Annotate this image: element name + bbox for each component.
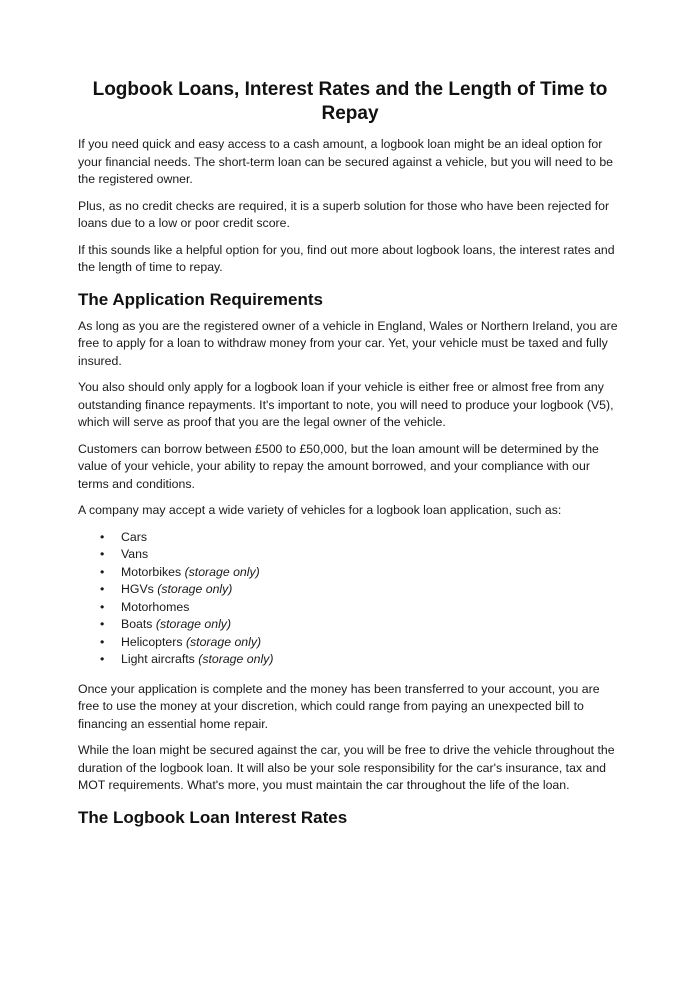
vehicle-note: (storage only)	[185, 634, 262, 649]
vehicle-name: HGVs	[121, 582, 154, 596]
vehicle-note: (storage only)	[155, 617, 232, 631]
intro-paragraph-3: If this sounds like a helpful option for you, find out more about logbook loans, the interest rates and the length of time to repay.	[78, 242, 615, 274]
vehicle-note: (storage only)	[198, 652, 274, 666]
vehicle-name: Motorbikes	[121, 564, 182, 579]
section-heading-application: The Application Requirements	[78, 289, 323, 309]
intro-paragraph-1: If you need quick and easy access to a cash amount, a logbook loan might be an ideal option for your financial needs. The short-term loan can be secured against a vehicle, but you will need to be the registered owner.	[78, 137, 614, 186]
vehicle-name: Vans	[121, 547, 149, 561]
bullet-icon: •	[100, 634, 105, 649]
bullet-icon: •	[100, 652, 105, 666]
list-item	[100, 634, 622, 652]
vehicle-name: Helicopters	[121, 634, 183, 649]
vehicle-note: (storage only)	[184, 564, 260, 579]
closing-paragraph-1: Once your application is complete and the money has been transferred to your account, you are free to use the money at your discretion, which could range from paying an unexpected bill to financing an essential home repair.	[78, 681, 600, 731]
list-item	[100, 651, 622, 669]
bullet-icon: •	[100, 599, 105, 614]
vehicle-name: Cars	[121, 529, 147, 544]
list-item	[100, 616, 622, 634]
list-item	[100, 599, 622, 617]
vehicle-name: Boats	[121, 617, 153, 631]
bullet-icon: •	[100, 547, 105, 561]
vehicle-name: Light aircrafts	[121, 652, 195, 666]
application-paragraph-1: As long as you are the registered owner of a vehicle in England, Wales or Northern Ireland, you are free to apply for a loan to withdraw money from your car. Yet, your vehicle must be taxed and fully insured.	[78, 318, 618, 368]
closing-paragraph-2: While the loan might be secured against the car, you will be free to drive the vehicle throughout the duration of the logbook loan. It will also be your sole responsibility for the car's insurance, tax and MOT requirements. What's more, you must maintain the car throughout the life of the loan.	[78, 743, 615, 792]
intro-paragraph-2: Plus, as no credit checks are required, it is a superb solution for those who have been rejected for loans due to a low or poor credit score.	[78, 198, 610, 230]
application-paragraph-2: You also should only apply for a logbook loan if your vehicle is either free or almost free from any outstanding finance repayments. It's important to note, you will need to produce your logbook (V5), which will serve as proof that you are the legal owner of the vehicle.	[78, 380, 614, 429]
list-item	[100, 546, 622, 564]
vehicle-name: Motorhomes	[121, 599, 190, 614]
application-paragraph-3: Customers can borrow between £500 to £50,000, but the loan amount will be determined by the value of your vehicle, your ability to repay the amount borrowed, and your compliance with our terms and conditions.	[78, 441, 599, 491]
section-heading-interest-rates: The Logbook Loan Interest Rates	[78, 807, 348, 827]
list-item	[100, 564, 622, 582]
vehicle-note: (storage only)	[157, 582, 233, 596]
list-item	[100, 529, 622, 547]
bullet-icon: •	[100, 617, 105, 631]
list-item	[100, 581, 622, 599]
vehicle-list	[78, 529, 622, 669]
bullet-icon: •	[100, 582, 105, 596]
application-paragraph-4: A company may accept a wide variety of vehicles for a logbook loan application, such as:	[78, 503, 562, 517]
document-title: Logbook Loans, Interest Rates and the Length of Time to Repay	[92, 79, 608, 124]
bullet-icon: •	[100, 529, 105, 544]
bullet-icon: •	[100, 564, 105, 579]
